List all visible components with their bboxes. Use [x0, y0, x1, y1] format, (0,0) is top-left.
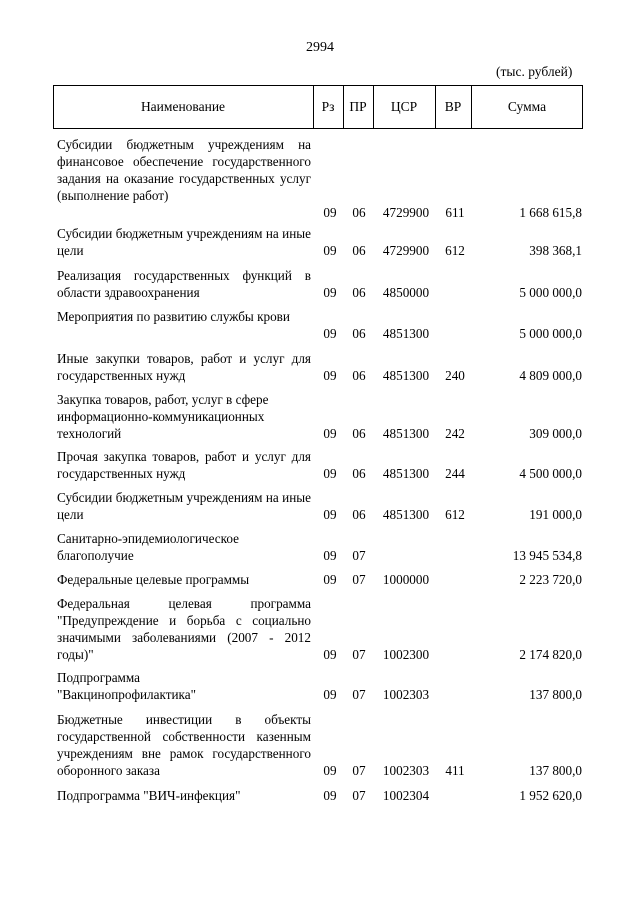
row-pr: 07 — [352, 763, 366, 778]
row-vr: 612 — [445, 243, 465, 258]
row-sum: 4 809 000,0 — [519, 368, 582, 383]
row-rz: 09 — [323, 548, 337, 563]
header-vr: ВР — [444, 99, 462, 114]
row-pr: 07 — [352, 647, 366, 662]
row-csr: 4729900 — [382, 243, 430, 258]
row-pr: 06 — [352, 507, 366, 522]
row-pr: 07 — [352, 548, 366, 563]
row-name: Подпрограмма "Вакцинопрофилактика" — [57, 670, 196, 702]
row-name: Мероприятия по развитию службы крови — [57, 309, 290, 324]
units-label: (тыс. рублей) — [496, 64, 573, 79]
row-sum: 2 174 820,0 — [519, 647, 582, 662]
row-rz: 09 — [323, 368, 337, 383]
row-rz: 09 — [323, 788, 337, 803]
header-pr: ПР — [349, 99, 367, 114]
row-rz: 09 — [323, 507, 337, 522]
row-sum: 4 500 000,0 — [519, 466, 582, 481]
row-pr: 06 — [352, 285, 366, 300]
row-rz: 09 — [323, 572, 337, 587]
row-sum: 309 000,0 — [529, 426, 582, 441]
row-sum: 137 800,0 — [529, 687, 582, 702]
header-csr: ЦСР — [390, 99, 418, 114]
row-name: Закупка товаров, работ, услуг в сфере информационно-коммуникационных технологий — [57, 392, 269, 441]
row-rz: 09 — [323, 687, 337, 702]
row-name: Субсидии бюджетным учреждениям на финансовое обеспечение государственного задания на оказание государственных услуг (выполнение работ) — [57, 137, 311, 203]
row-rz: 09 — [323, 647, 337, 662]
row-sum: 191 000,0 — [529, 507, 582, 522]
row-rz: 09 — [323, 243, 337, 258]
row-csr: 4851300 — [382, 326, 430, 341]
row-name: Федеральные целевые программы — [57, 572, 250, 587]
row-pr: 06 — [352, 243, 366, 258]
page-number: 2994 — [306, 40, 334, 55]
row-name: Санитарно-эпидемиологическое благополучие — [57, 531, 239, 563]
row-rz: 09 — [323, 466, 337, 481]
row-pr: 06 — [352, 205, 366, 220]
row-pr: 07 — [352, 788, 366, 803]
row-pr: 06 — [352, 466, 366, 481]
row-name: Подпрограмма "ВИЧ-инфекция" — [57, 788, 241, 803]
row-csr: 4851300 — [382, 426, 430, 441]
row-csr: 1000000 — [382, 572, 430, 587]
row-csr: 1002304 — [382, 788, 430, 803]
row-vr: 411 — [445, 763, 465, 778]
row-vr: 242 — [445, 426, 465, 441]
row-name: Бюджетные инвестиции в объекты государственной собственности казенным учреждениям вне рамок государственного оборонного заказа — [57, 712, 311, 778]
row-vr: 611 — [445, 205, 465, 220]
row-sum: 5 000 000,0 — [519, 285, 582, 300]
row-csr: 4850000 — [382, 285, 430, 300]
row-rz: 09 — [323, 205, 337, 220]
row-name: Федеральная целевая программа "Предупреждение и борьба с социально значимыми заболеваниями (2007 - 2012 годы)" — [57, 596, 311, 662]
row-rz: 09 — [323, 763, 337, 778]
row-csr: 4851300 — [382, 507, 430, 522]
row-sum: 5 000 000,0 — [519, 326, 582, 341]
table-header — [53, 85, 583, 129]
row-sum: 398 368,1 — [529, 243, 582, 258]
row-sum: 137 800,0 — [529, 763, 582, 778]
row-name: Прочая закупка товаров, работ и услуг для государственных нужд — [57, 449, 311, 481]
row-rz: 09 — [323, 326, 337, 341]
row-pr: 07 — [352, 572, 366, 587]
row-csr: 1002300 — [382, 647, 430, 662]
row-sum: 1 668 615,8 — [519, 205, 582, 220]
row-pr: 06 — [352, 426, 366, 441]
header-rz: Рз — [321, 99, 335, 114]
row-sum: 2 223 720,0 — [519, 572, 582, 587]
header-name: Наименование — [140, 99, 226, 114]
row-vr: 244 — [445, 466, 465, 481]
row-vr: 612 — [445, 507, 465, 522]
row-name: Субсидии бюджетным учреждениям на иные цели — [57, 226, 311, 258]
row-rz: 09 — [323, 285, 337, 300]
row-csr: 1002303 — [382, 687, 430, 702]
row-csr: 4729900 — [382, 205, 430, 220]
row-csr: 4851300 — [382, 368, 430, 383]
row-csr: 1002303 — [382, 763, 430, 778]
row-sum: 13 945 534,8 — [512, 548, 582, 563]
row-pr: 06 — [352, 368, 366, 383]
row-name: Субсидии бюджетным учреждениям на иные цели — [57, 490, 311, 522]
row-pr: 07 — [352, 687, 366, 702]
row-csr: 4851300 — [382, 466, 430, 481]
row-vr: 240 — [445, 368, 465, 383]
row-rz: 09 — [323, 426, 337, 441]
row-sum: 1 952 620,0 — [519, 788, 582, 803]
row-pr: 06 — [352, 326, 366, 341]
header-sum: Сумма — [507, 99, 547, 114]
row-name: Реализация государственных функций в области здравоохранения — [57, 268, 311, 300]
row-name: Иные закупки товаров, работ и услуг для государственных нужд — [57, 351, 311, 383]
